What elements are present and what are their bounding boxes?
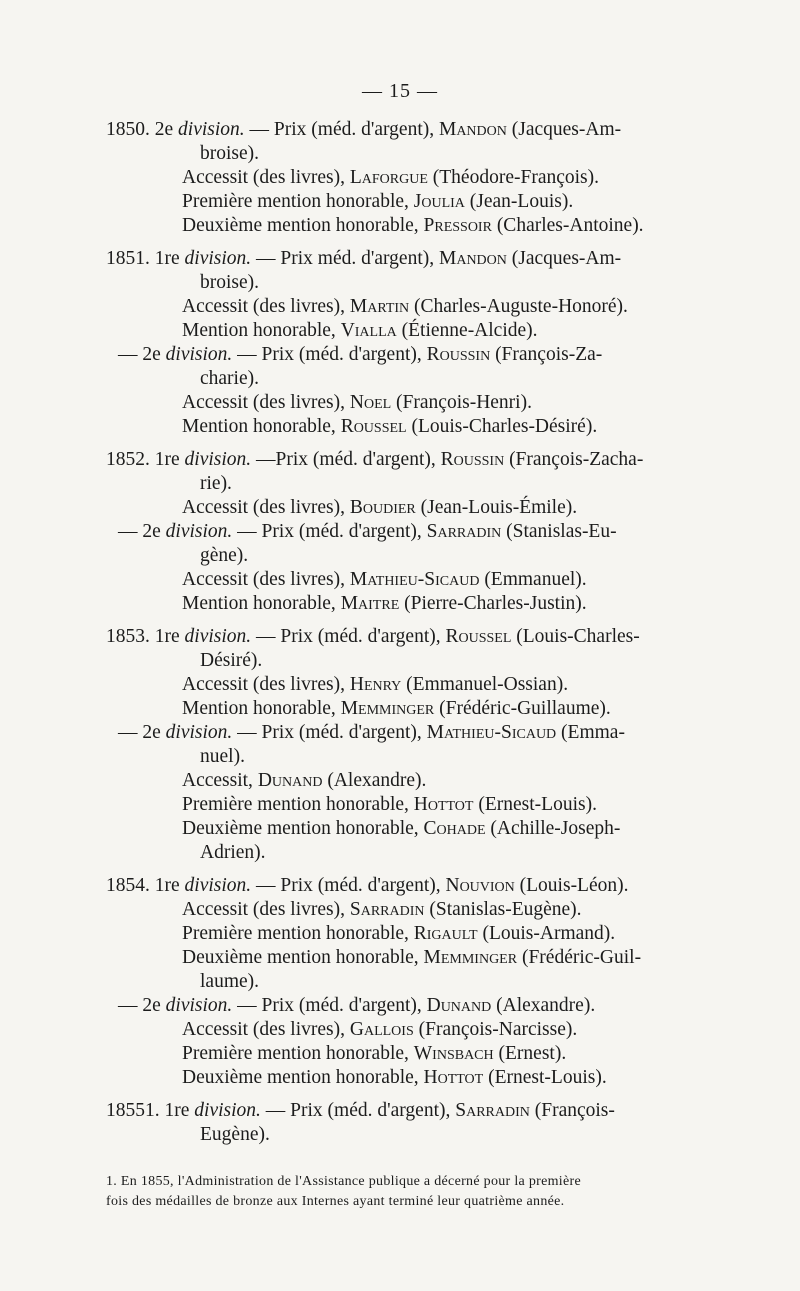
given-names: (Jean-Louis-Émile). xyxy=(415,497,578,518)
award-text: Deuxième mention honorable, xyxy=(182,215,424,236)
entry-1852-div2 xyxy=(118,520,617,544)
given-names: (Ernest-Louis). xyxy=(483,1067,607,1088)
division-label: division. xyxy=(184,626,252,647)
accessit-line xyxy=(182,166,599,190)
laureate-name: Hottot xyxy=(423,1067,484,1088)
award-text: Accessit, xyxy=(182,770,258,791)
laureate-name: Pressoir xyxy=(423,215,492,236)
given-names: (Emmanuel-Ossian). xyxy=(401,674,569,695)
mention-line xyxy=(182,697,611,721)
entry-1855-div1 xyxy=(106,1099,615,1123)
mention-line xyxy=(182,214,644,238)
division-label: division. xyxy=(165,344,233,365)
given-names: (Jean-Louis). xyxy=(464,191,574,212)
given-names: (Emma- xyxy=(556,722,625,743)
award-text: Accessit (des livres), xyxy=(182,296,350,317)
division-label: division. xyxy=(165,995,233,1016)
given-names: (François- xyxy=(529,1100,615,1121)
given-names: (Louis-Armand). xyxy=(477,923,616,944)
page-number: — 15 — xyxy=(362,80,438,102)
division-label: division. xyxy=(165,722,233,743)
given-names: (Alexandre). xyxy=(491,995,596,1016)
accessit-line xyxy=(182,673,568,697)
mention-line xyxy=(182,415,597,439)
award-text: Accessit (des livres), xyxy=(182,674,350,695)
award-text: Première mention honorable, xyxy=(182,794,414,815)
mention-line xyxy=(182,922,615,946)
award-text: Mention honorable, xyxy=(182,593,341,614)
award-text: Première mention honorable, xyxy=(182,1043,414,1064)
award-text: Première mention honorable, xyxy=(182,191,414,212)
accessit-line xyxy=(182,496,577,520)
continuation: broise). xyxy=(200,272,260,293)
award-text: Accessit (des livres), xyxy=(182,569,350,590)
year-lead: — 2e xyxy=(118,344,161,365)
mention-line xyxy=(182,319,538,343)
year-lead: — 2e xyxy=(118,521,161,542)
laureate-name: Roussin xyxy=(440,449,505,470)
continuation: rie). xyxy=(200,473,232,494)
laureate-name: Mandon xyxy=(439,248,507,269)
award-text: Deuxième mention honorable, xyxy=(182,947,424,968)
given-names: (Pierre-Charles-Justin). xyxy=(399,593,587,614)
given-names: (Alexandre). xyxy=(322,770,427,791)
laureate-name: Nouvion xyxy=(445,875,515,896)
prize-text: — Prix (méd. d'argent), xyxy=(251,626,446,647)
laureate-name: Henry xyxy=(349,674,402,695)
laureate-name: Vialla xyxy=(340,320,397,341)
award-text: Accessit (des livres), xyxy=(182,167,350,188)
laureate-name: Roussin xyxy=(426,344,491,365)
footnote-line-1: 1. En 1855, l'Administration de l'Assistance publique a décerné pour la première xyxy=(106,1174,581,1189)
given-names: (François-Narcisse). xyxy=(413,1019,578,1040)
year-lead: 1852. 1re xyxy=(106,449,180,470)
given-names: (Stanislas-Eu- xyxy=(501,521,617,542)
given-names: (Frédéric-Guil- xyxy=(517,947,642,968)
laureate-name: Mathieu-Sicaud xyxy=(349,569,480,590)
continuation: laume). xyxy=(200,971,260,992)
award-text: Deuxième mention honorable, xyxy=(182,1067,424,1088)
mention-line xyxy=(182,817,620,841)
prize-text: — Prix (méd. d'argent), xyxy=(244,119,439,140)
prize-text: — Prix (méd. d'argent), xyxy=(232,722,427,743)
continuation: broise). xyxy=(200,143,260,164)
given-names: (Louis-Charles- xyxy=(511,626,640,647)
prize-text: — Prix (méd. d'argent), xyxy=(232,344,427,365)
accessit-line xyxy=(182,1018,577,1042)
entry-1853-div1 xyxy=(106,625,640,649)
continuation: Eugène). xyxy=(200,1124,270,1145)
division-label: division. xyxy=(184,449,252,470)
given-names: (Achille-Joseph- xyxy=(485,818,621,839)
laureate-name: Sarradin xyxy=(455,1100,530,1121)
continuation: Désiré). xyxy=(200,650,263,671)
laureate-name: Boudier xyxy=(349,497,416,518)
year-lead: — 2e xyxy=(118,995,161,1016)
given-names: (Louis-Léon). xyxy=(514,875,629,896)
prize-text: — Prix (méd. d'argent), xyxy=(232,995,427,1016)
award-text: Mention honorable, xyxy=(182,698,341,719)
entry-1851-div2 xyxy=(118,343,602,367)
laureate-name: Martin xyxy=(349,296,410,317)
award-text: Deuxième mention honorable, xyxy=(182,818,424,839)
continuation: charie). xyxy=(200,368,259,389)
entry-1854-div2 xyxy=(118,994,595,1018)
accessit-line xyxy=(182,898,582,922)
given-names: (Ernest). xyxy=(493,1043,567,1064)
year-lead: 1851. 1re xyxy=(106,248,180,269)
given-names: (Stanislas-Eugène). xyxy=(424,899,582,920)
award-text: Accessit (des livres), xyxy=(182,497,350,518)
award-text: Accessit (des livres), xyxy=(182,1019,350,1040)
laureate-name: Joulia xyxy=(413,191,465,212)
prize-text: — Prix (méd. d'argent), xyxy=(232,521,427,542)
laureate-name: Roussel xyxy=(445,626,512,647)
division-label: division. xyxy=(178,119,245,140)
year-lead: 1850. 2e xyxy=(106,119,174,140)
division-label: division. xyxy=(184,248,252,269)
award-text: Mention honorable, xyxy=(182,416,341,437)
given-names: (François-Zacha- xyxy=(504,449,644,470)
given-names: (Étienne-Alcide). xyxy=(396,320,538,341)
laureate-name: Maitre xyxy=(340,593,400,614)
given-names: (Charles-Auguste-Honoré). xyxy=(409,296,628,317)
year-lead: 1853. 1re xyxy=(106,626,180,647)
laureate-name: Mathieu-Sicaud xyxy=(426,722,557,743)
laureate-name: Sarradin xyxy=(426,521,502,542)
award-text: Mention honorable, xyxy=(182,320,341,341)
footnote-line-2: fois des médailles de bronze aux Internes ayant terminé leur quatrième année. xyxy=(106,1194,565,1209)
award-text: Accessit (des livres), xyxy=(182,899,350,920)
given-names: (François-Za- xyxy=(490,344,603,365)
entry-1850-div2 xyxy=(106,118,621,142)
continuation: Adrien). xyxy=(200,842,266,863)
division-label: division. xyxy=(184,875,252,896)
given-names: (Frédéric-Guillaume). xyxy=(434,698,611,719)
laureate-name: Rigault xyxy=(413,923,478,944)
accessit-line xyxy=(182,568,587,592)
laureate-name: Winsbach xyxy=(413,1043,494,1064)
prize-text: —Prix (méd. d'argent), xyxy=(251,449,441,470)
laureate-name: Sarradin xyxy=(349,899,425,920)
given-names: (Charles-Antoine). xyxy=(491,215,644,236)
year-lead: — 2e xyxy=(118,722,161,743)
accessit-line xyxy=(182,295,628,319)
given-names: (Jacques-Am- xyxy=(506,248,622,269)
laureate-name: Mandon xyxy=(438,119,507,140)
laureate-name: Hottot xyxy=(413,794,474,815)
given-names: (François-Henri). xyxy=(391,392,532,413)
division-label: division. xyxy=(194,1100,261,1121)
entry-1851-div1 xyxy=(106,247,621,271)
mention-line xyxy=(182,793,597,817)
entry-1854-div1 xyxy=(106,874,629,898)
laureate-name: Dunand xyxy=(257,770,323,791)
mention-line xyxy=(182,190,573,214)
continuation: nuel). xyxy=(200,746,245,767)
laureate-name: Memminger xyxy=(340,698,435,719)
mention-line xyxy=(182,1042,566,1066)
laureate-name: Dunand xyxy=(426,995,492,1016)
year-lead: 1854. 1re xyxy=(106,875,180,896)
laureate-name: Gallois xyxy=(349,1019,414,1040)
mention-line xyxy=(182,592,587,616)
laureate-name: Noel xyxy=(349,392,392,413)
division-label: division. xyxy=(165,521,233,542)
award-text: Accessit (des livres), xyxy=(182,392,350,413)
prize-text: — Prix méd. d'argent), xyxy=(251,248,439,269)
given-names: (Emmanuel). xyxy=(479,569,587,590)
prize-text: — Prix (méd. d'argent), xyxy=(251,875,446,896)
prize-text: — Prix (méd. d'argent), xyxy=(260,1100,456,1121)
award-text: Première mention honorable, xyxy=(182,923,414,944)
mention-line xyxy=(182,946,641,970)
given-names: (Louis-Charles-Désiré). xyxy=(406,416,598,437)
given-names: (Théodore-François). xyxy=(427,167,600,188)
entry-1852-div1 xyxy=(106,448,643,472)
laureate-name: Laforgue xyxy=(349,167,428,188)
accessit-line xyxy=(182,769,426,793)
laureate-name: Roussel xyxy=(340,416,407,437)
mention-line xyxy=(182,1066,607,1090)
entry-1853-div2 xyxy=(118,721,625,745)
continuation: gène). xyxy=(200,545,249,566)
given-names: (Ernest-Louis). xyxy=(473,794,597,815)
laureate-name: Memminger xyxy=(423,947,518,968)
given-names: (Jacques-Am- xyxy=(506,119,622,140)
year-lead: 18551. 1re xyxy=(106,1100,190,1121)
accessit-line xyxy=(182,391,532,415)
laureate-name: Cohade xyxy=(423,818,486,839)
